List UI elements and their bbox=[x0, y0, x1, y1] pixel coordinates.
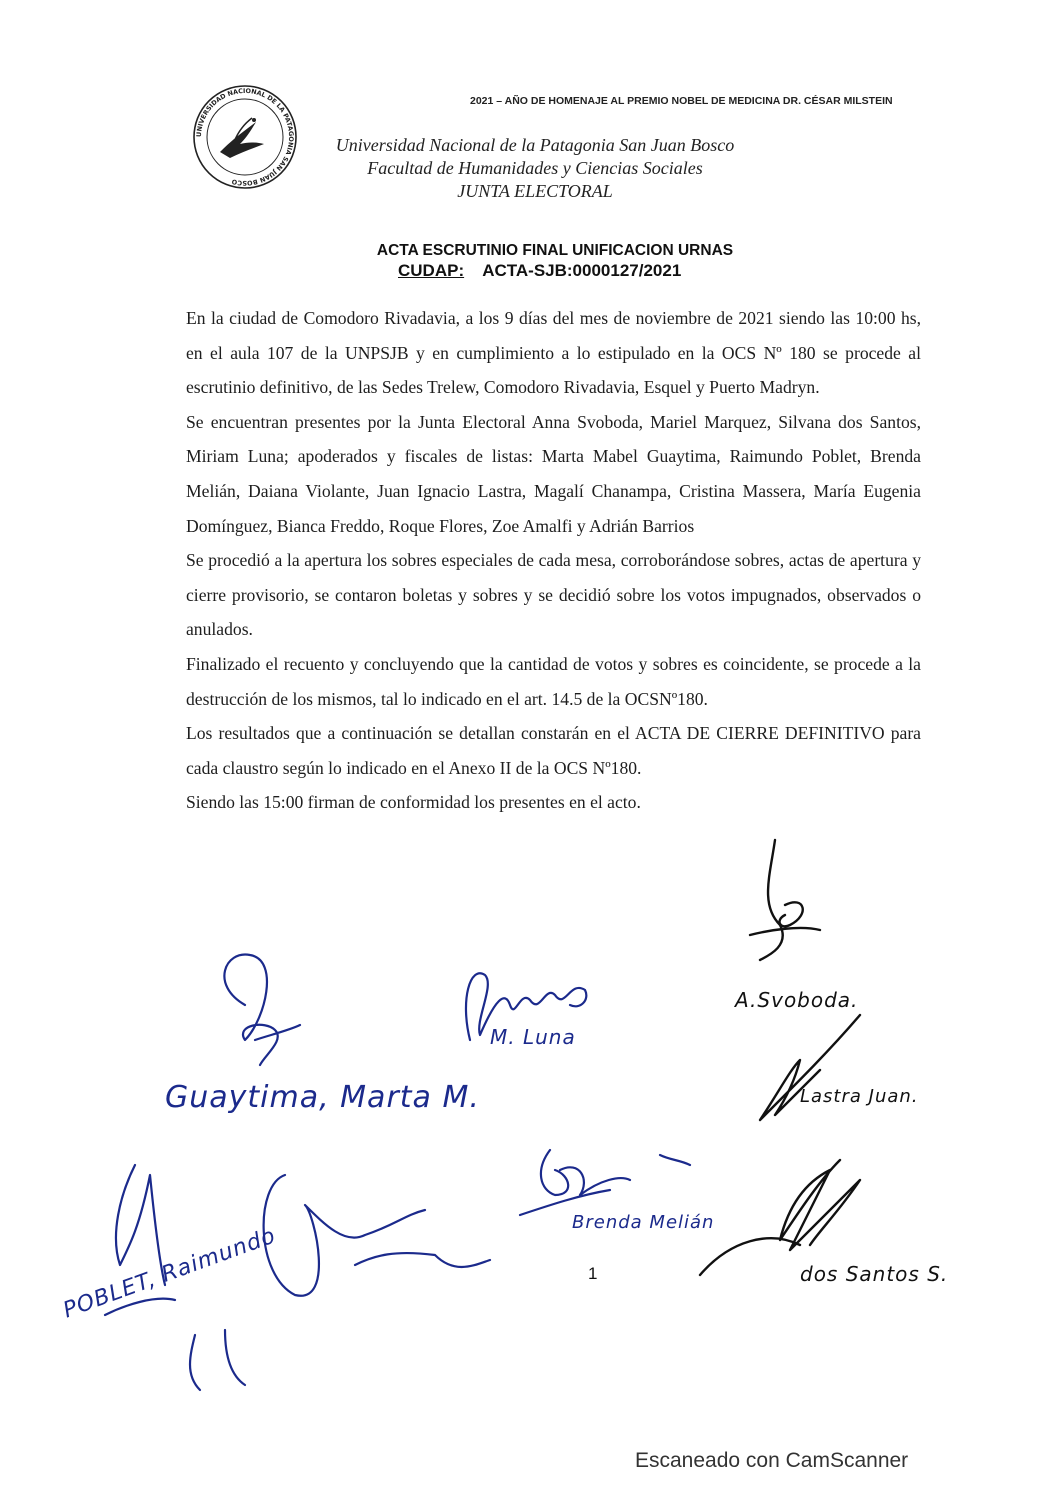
university-name: Universidad Nacional de la Patagonia San Juan Bosco bbox=[335, 135, 735, 155]
university-seal-icon bbox=[190, 82, 300, 192]
paragraph-results: Los resultados que a continuación se detallan constarán en el ACTA DE CIERRE DEFINITIVO para cada claustro según lo indicado en el Anexo II de la OCS Nº180. bbox=[186, 723, 921, 778]
signature-guaytima bbox=[205, 945, 315, 1080]
signature-svoboda bbox=[730, 835, 840, 980]
cudap-value: ACTA-SJB:0000127/2021 bbox=[482, 261, 682, 280]
document-title: ACTA ESCRUTINIO FINAL UNIFICACION URNAS bbox=[376, 242, 734, 259]
faculty-name: Facultad de Humanidades y Ciencias Sociales bbox=[367, 158, 703, 178]
paragraph-procedure: Se procedió a la apertura los sobres especiales de cada mesa, corroborándose sobres, actas de apertura y cierre provisorio, se contaron boletas y sobres y se decidió sobre los votos impugnados, observados o anulados. bbox=[186, 550, 921, 640]
signature-lastra-name: Lastra Juan. bbox=[800, 1086, 919, 1107]
cudap-code bbox=[398, 261, 681, 281]
signature-dos-santos-name: dos Santos S. bbox=[800, 1262, 949, 1286]
signature-svoboda-name: A.Svoboda. bbox=[735, 988, 859, 1012]
paragraph-attendees: Se encuentran presentes por la Junta Electoral Anna Svoboda, Mariel Marquez, Silvana dos Santos, Miriam Luna; apoderados y fiscales de listas: Marta Mabel Guaytima, Raimundo Poblet, Brenda Melián, Daiana Violante, Juan Ignacio Lastra, Magalí Chanampa, Cristina Massera, María Eugenia Domínguez, Bianca Freddo, Roque Flores, Zoe Amalfi y Adrián Barrios bbox=[186, 411, 921, 536]
document-body bbox=[186, 301, 921, 820]
paragraph-destruction: Finalizado el recuento y concluyendo que la cantidad de votos y sobres es coincidente, se procede a la destrucción de los mismos, tal lo indicado en el art. 14.5 de la OCSNº180. bbox=[186, 653, 921, 709]
electoral-board: JUNTA ELECTORAL bbox=[457, 181, 613, 201]
signature-lastra bbox=[750, 1010, 870, 1135]
paragraph-closing: Siendo las 15:00 firman de conformidad los presentes en el acto. bbox=[186, 792, 641, 813]
year-motto: 2021 – AÑO DE HOMENAJE AL PREMIO NOBEL DE MEDICINA DR. CÉSAR MILSTEIN bbox=[470, 95, 893, 107]
signature-luna bbox=[450, 960, 600, 1065]
paragraph-opening: En la ciudad de Comodoro Rivadavia, a los 9 días del mes de noviembre de 2021 siendo las 10:00 hs, en el aula 107 de la UNPSJB y en cumplimiento a lo estipulado en la OCS Nº 180 se procede al escrutinio definitivo, de las Sedes Trelew, Comodoro Rivadavia, Esquel y Puerto Madryn. bbox=[186, 308, 921, 398]
seal-ring-text: UNIVERSIDAD NACIONAL DE LA PATAGONIA SAN JUAN BOSCO bbox=[194, 86, 296, 188]
signature-luna-name: M. Luna bbox=[490, 1025, 576, 1049]
signature-guaytima-name: Guaytima, Marta M. bbox=[165, 1080, 480, 1115]
signature-melian-name: Brenda Melián bbox=[572, 1212, 715, 1233]
signature-poblet-name: POBLET, Raimundo bbox=[60, 1223, 280, 1324]
scanner-watermark: Escaneado con CamScanner bbox=[635, 1449, 909, 1472]
cudap-label: CUDAP: bbox=[398, 261, 465, 280]
institution-header bbox=[300, 134, 770, 203]
page-number: 1 bbox=[588, 1264, 598, 1283]
